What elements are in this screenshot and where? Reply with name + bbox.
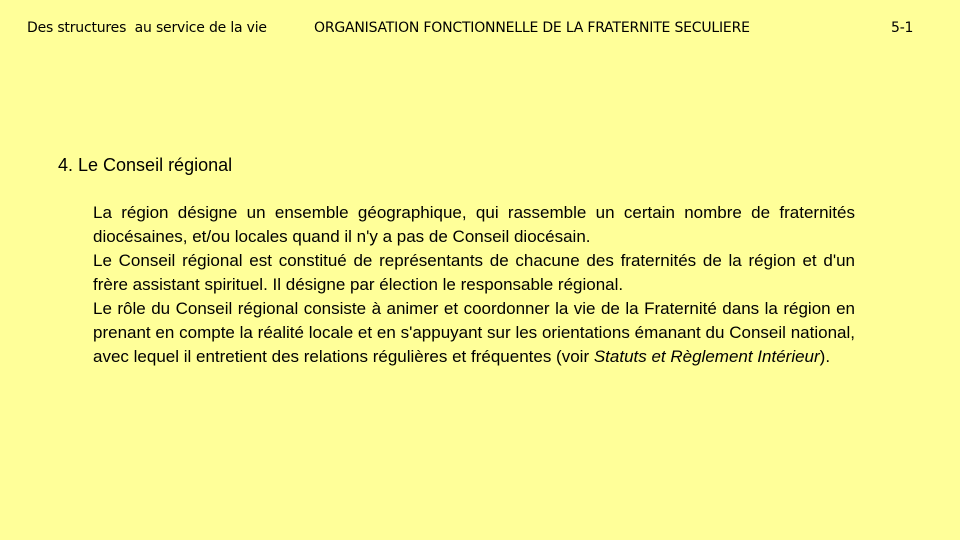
paragraph-council-role-text: Le rôle du Conseil régional consiste à animer et coordonner la vie de la Fraternité dans la région en prenant en compte la réalité locale et en s'appuyant sur les orientations émanant du Conseil national, avec lequel il entretient des relations régulières et fréquentes (voir bbox=[93, 299, 855, 366]
statutes-reference: Statuts et Règlement Intérieur bbox=[593, 347, 820, 366]
header-subtitle: Des structures au service de la vie bbox=[27, 20, 267, 36]
paragraph-region-definition: La région désigne un ensemble géographique, qui rassemble un certain nombre de fraternités diocésaines, et/ou locales quand il n'y a pas de Conseil diocésain. bbox=[93, 203, 855, 246]
paragraph-council-composition: Le Conseil régional est constitué de représentants de chacune des fraternités de la région et d'un frère assistant spirituel. Il désigne par élection le responsable régional. bbox=[93, 251, 855, 294]
paragraph-closing: ). bbox=[819, 347, 831, 366]
header-title: ORGANISATION FONCTIONNELLE DE LA FRATERNITE SECULIERE bbox=[314, 20, 750, 36]
section-body bbox=[93, 201, 855, 369]
page-number: 5-1 bbox=[891, 20, 914, 36]
section-title: 4. Le Conseil régional bbox=[58, 155, 233, 175]
paragraph-council-role bbox=[93, 297, 855, 369]
